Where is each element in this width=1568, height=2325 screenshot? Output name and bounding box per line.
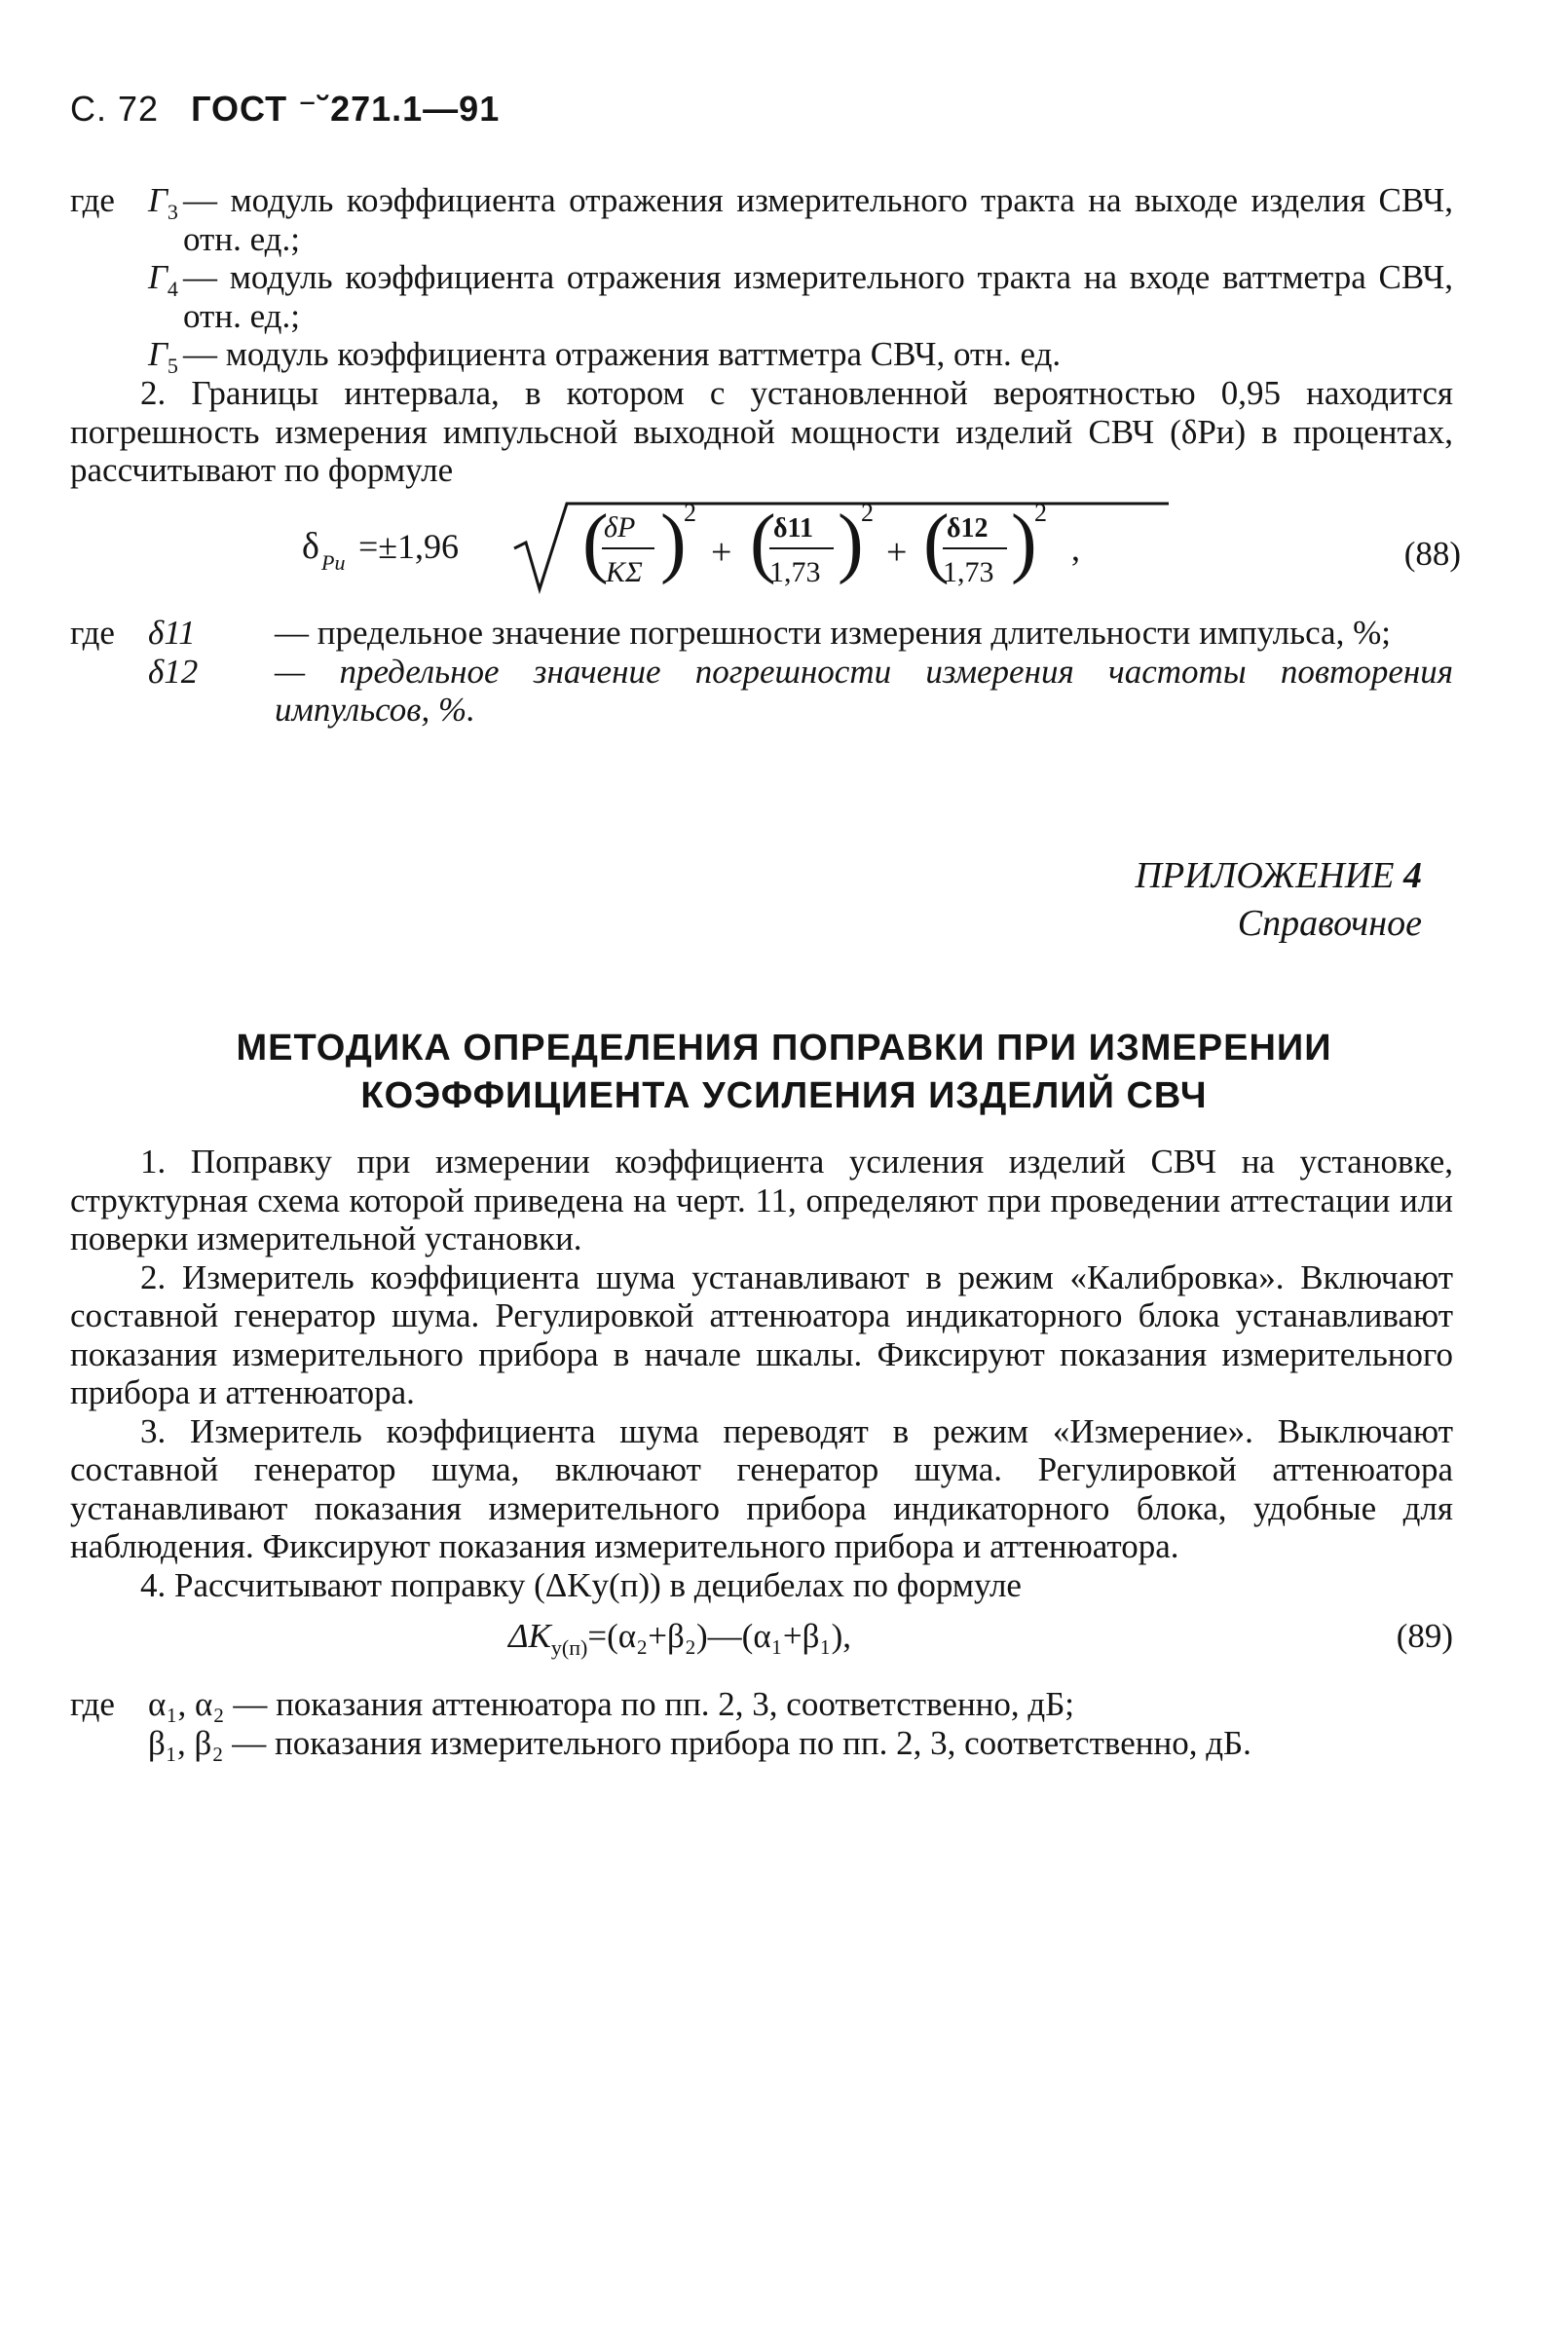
paren-open: ( [923, 500, 950, 585]
paragraph-2: 2. Границы интервала, в котором с установленной вероятностью 0,95 находится погрешность измерения импульсной выходной мощности изделий СВЧ (δPи) в процентах, рассчитывают по формуле [70, 374, 1453, 490]
power: 2 [861, 499, 874, 527]
symbol: δ11 [148, 614, 196, 652]
appendix-heading: ПРИЛОЖЕНИЕ 4 [1135, 855, 1422, 896]
definition-row [70, 653, 1453, 730]
formula-88 [292, 492, 1461, 609]
formula-89-expression: $\Delta K_{у(п)}=(\alpha_2+\beta_2)—(\alpha_1+\beta_1)$, [508, 1617, 852, 1660]
formula-eq: =±1,96 [358, 527, 460, 566]
term1-numerator: δP [604, 511, 636, 544]
title-line-2: КОЭФФИЦИЕНТА УСИЛЕНИЯ ИЗДЕЛИЙ СВЧ [360, 1075, 1208, 1117]
definition-text: — модуль коэффициента отражения ваттметра СВЧ, отн. ед. [183, 335, 1062, 374]
symbol: $Г_4$ [148, 258, 178, 302]
paren-open: ( [750, 500, 776, 585]
paren-open: ( [582, 500, 609, 585]
definition-text: — модуль коэффициента отражения измерительного тракта на выходе изделия СВЧ, отн. ед.; [183, 181, 1453, 258]
definition-text: α₁, α₂ — показания аттенюатора по пп. 2, 3, соответственно, дБ; [148, 1685, 1075, 1723]
equation-number-88: (88) [1403, 535, 1461, 573]
paren-close: ) [660, 500, 687, 585]
power: 2 [1034, 499, 1047, 527]
where-label: где [70, 181, 115, 219]
equation-number-89: (89) [1396, 1617, 1453, 1655]
paren-close: ) [838, 500, 864, 585]
definition-row [70, 614, 1453, 653]
definition-row [70, 335, 1453, 379]
term2-numerator: δ11 [773, 513, 813, 544]
definition-row [70, 258, 1453, 335]
page-header [70, 90, 500, 130]
term3-numerator: δ12 [947, 513, 989, 544]
power: 2 [684, 499, 696, 527]
definition-row [70, 1685, 1453, 1724]
definition-text: — модуль коэффициента отражения измерительного тракта на входе ваттметра СВЧ, отн. ед.; [183, 258, 1453, 335]
formula-lhs-sub: Pи [321, 550, 346, 575]
step-4: 4. Рассчитывают поправку (ΔKу(п)) в децибелах по формуле [140, 1566, 1022, 1605]
step-2: 2. Измеритель коэффициента шума устанавливают в режим «Калибровка». Включают составной генератор шума. Регулировкой аттенюатора индикаторного блока устанавливают показания измерительного прибора в начале шкалы. Фиксируют показания измерительного прибора и аттенюатора. [70, 1257, 1453, 1412]
term3-denominator: 1,73 [943, 556, 994, 588]
where-label: где [70, 614, 115, 652]
definition-text: — предельное значение погрешности измерения частоты повторения импульсов, %. [275, 652, 1453, 730]
where-label: где [70, 1685, 115, 1723]
term2-denominator: 1,73 [769, 556, 821, 588]
gamma-definitions [70, 181, 1453, 379]
definition-text: β₁, β₂ — показания измерительного прибора по пп. 2, 3, соответственно, дБ. [148, 1723, 1251, 1762]
step-1: 1. Поправку при измерении коэффициента усиления изделий СВЧ на установке, структурная схема которой приведена на черт. 11, определяют при проведении аттестации или поверки измерительной установки. [70, 1143, 1453, 1258]
appendix-type: Справочное [1237, 903, 1422, 945]
standard-number: ГОСТ ⁻˘271.1—91 [191, 89, 501, 129]
title-line-1: МЕТОДИКА ОПРЕДЕЛЕНИЯ ПОПРАВКИ ПРИ ИЗМЕРЕНИИ [236, 1028, 1332, 1069]
definition-row [70, 1724, 1453, 1763]
delta-definitions [70, 614, 1453, 730]
step-3: 3. Измеритель коэффициента шума переводят в режим «Измерение». Выключают составной генератор шума, включают генератор шума. Регулировкой аттенюатора устанавливают показания измерительного прибора индикаторного блока, удобные для наблюдения. Фиксируют показания измерительного прибора и аттенюатора. [70, 1411, 1453, 1566]
formula-88-graphic [292, 492, 1266, 609]
definition-text: — предельное значение погрешности измерения длительности импульса, %; [275, 614, 1391, 652]
formula-lhs: δ [302, 526, 319, 567]
formula-89 [70, 1617, 1453, 1675]
plus-sign: + [886, 532, 908, 573]
symbol: $Г_5$ [148, 335, 178, 379]
page-number: С. 72 [70, 89, 160, 129]
section-title [0, 1025, 1568, 1121]
definition-row [70, 181, 1453, 258]
symbol: δ12 [148, 652, 199, 691]
alpha-beta-definitions [70, 1685, 1453, 1762]
paren-close: ) [1011, 500, 1037, 585]
symbol: $Г_3$ [148, 181, 178, 224]
formula-comma: , [1071, 529, 1080, 568]
method-steps [70, 1143, 1453, 1605]
appendix-label [1136, 852, 1422, 949]
plus-sign: + [711, 532, 732, 573]
term1-denominator: KΣ [606, 556, 643, 588]
